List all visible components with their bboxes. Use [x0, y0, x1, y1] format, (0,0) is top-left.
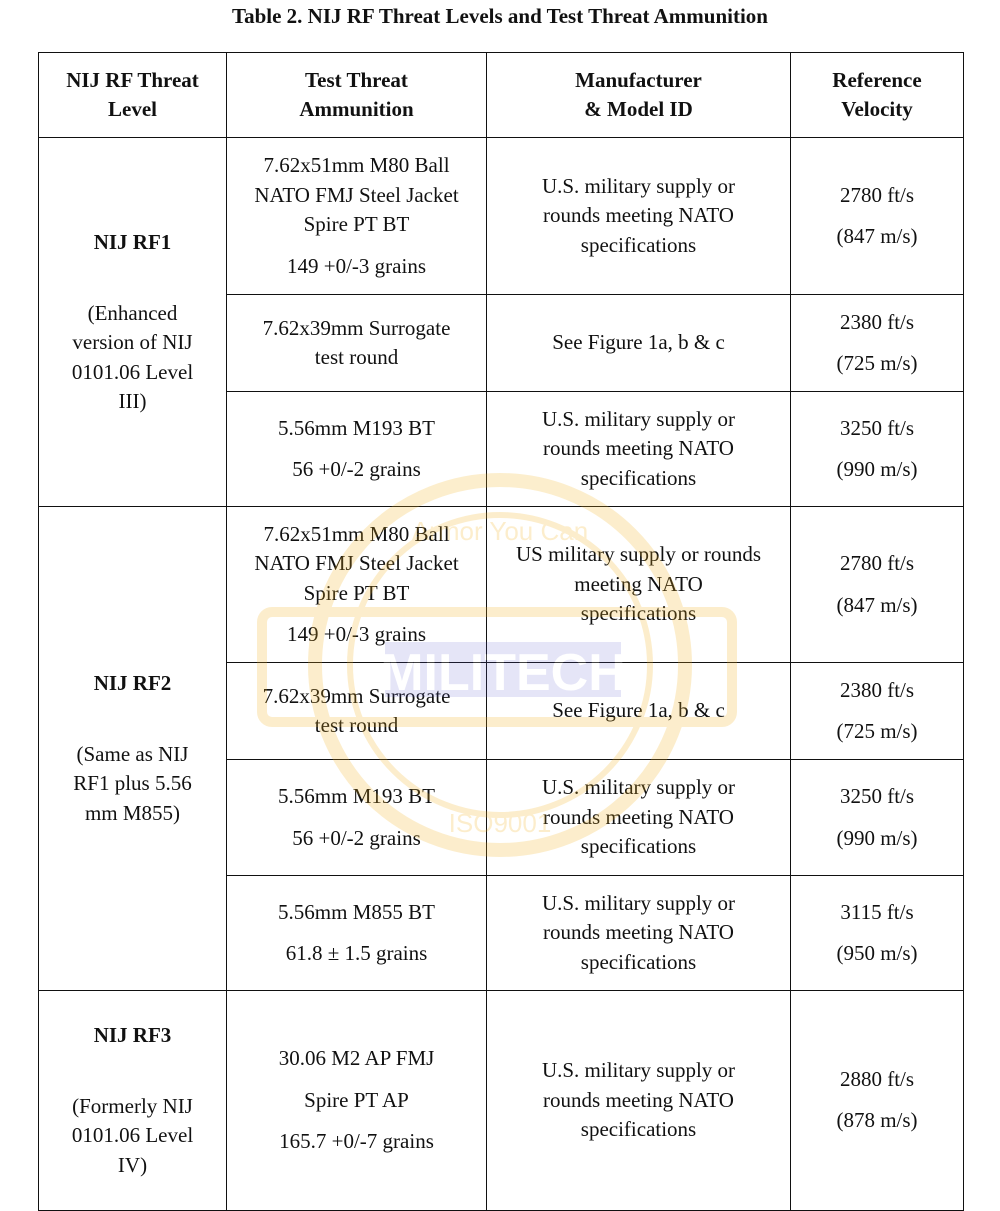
- velocity-ms: (725 m/s): [836, 719, 918, 743]
- ammo-text: 5.56mm M855 BT: [278, 899, 435, 924]
- velocity-ms: (847 m/s): [836, 224, 918, 248]
- ammo-text: 7.62x51mm M80 Ball NATO FMJ Steel Jacket Spire PT BT: [254, 521, 459, 605]
- mfr-cell: US military supply or rounds meeting NATO specifications: [487, 507, 791, 663]
- velocity-fts: 3250 ft/s: [839, 784, 915, 808]
- table-row: [39, 507, 964, 663]
- velocity-fts: 3250 ft/s: [839, 415, 915, 440]
- velocity-cell: [791, 663, 964, 760]
- table-row: [39, 991, 964, 1211]
- level-note: (Enhanced version of NIJ 0101.06 Level III): [71, 300, 194, 413]
- mfr-cell: U.S. military supply or rounds meeting NATO specifications: [487, 991, 791, 1211]
- mfr-cell: See Figure 1a, b & c: [487, 295, 791, 392]
- ammo-cell: [227, 392, 487, 507]
- velocity-cell: [791, 507, 964, 663]
- velocity-ms: (990 m/s): [836, 457, 918, 481]
- velocity-fts: 2880 ft/s: [839, 1066, 915, 1091]
- mfr-cell: U.S. military supply or rounds meeting NATO specifications: [487, 138, 791, 295]
- level-cell: [39, 138, 227, 507]
- level-name: NIJ RF3: [93, 1022, 172, 1047]
- velocity-ms: (847 m/s): [836, 592, 918, 617]
- velocity-fts: 3115 ft/s: [840, 899, 914, 924]
- ammo-cell: 7.62x39mm Surrogate test round: [227, 295, 487, 392]
- velocity-cell: [791, 392, 964, 507]
- velocity-cell: [791, 295, 964, 392]
- mfr-cell: U.S. military supply or rounds meeting NATO specifications: [487, 760, 791, 876]
- table-row: [39, 138, 964, 295]
- velocity-fts: 2380 ft/s: [839, 677, 915, 702]
- mfr-cell: See Figure 1a, b & c: [487, 663, 791, 760]
- ammo-grains: 149 +0/-3 grains: [287, 253, 426, 278]
- header-row: [39, 53, 964, 138]
- level-note: (Formerly NIJ 0101.06 Level IV): [71, 1093, 194, 1177]
- ammo-grains: 149 +0/-3 grains: [287, 622, 426, 646]
- level-cell: [39, 507, 227, 991]
- ammo-cell: [227, 507, 487, 663]
- velocity-ms: (725 m/s): [836, 351, 918, 375]
- ammo-text: Spire PT AP: [304, 1087, 409, 1112]
- ammo-cell: 7.62x39mm Surrogate test round: [227, 663, 487, 760]
- level-name: NIJ RF2: [93, 670, 172, 695]
- velocity-fts: 2780 ft/s: [839, 182, 915, 207]
- ammo-grains: 165.7 +0/-7 grains: [279, 1129, 434, 1153]
- ammo-grains: 56 +0/-2 grains: [292, 825, 421, 850]
- ammo-cell: [227, 138, 487, 295]
- velocity-cell: [791, 760, 964, 876]
- level-name: NIJ RF1: [93, 229, 172, 254]
- velocity-fts: 2380 ft/s: [839, 309, 915, 334]
- header-velocity: Reference Velocity: [791, 53, 964, 138]
- level-cell: [39, 991, 227, 1211]
- level-note: (Same as NIJ RF1 plus 5.56 mm M855): [73, 741, 192, 825]
- velocity-ms: (950 m/s): [836, 941, 918, 965]
- svg-text:ISO9001: ISO9001: [448, 808, 552, 838]
- velocity-cell: [791, 138, 964, 295]
- header-ammunition: Test Threat Ammunition: [227, 53, 487, 138]
- velocity-ms: (990 m/s): [836, 825, 918, 850]
- ammo-cell: [227, 876, 487, 991]
- table-title: Table 2. NIJ RF Threat Levels and Test Threat Ammunition: [232, 4, 768, 28]
- svg-text:Armor You Can: Armor You Can: [411, 516, 589, 546]
- ammo-cell: [227, 991, 487, 1211]
- mfr-cell: U.S. military supply or rounds meeting NATO specifications: [487, 876, 791, 991]
- threat-levels-table: [38, 52, 964, 1211]
- ammo-text: 5.56mm M193 BT: [278, 415, 435, 440]
- ammo-text: 7.62x51mm M80 Ball NATO FMJ Steel Jacket Spire PT BT: [254, 153, 459, 236]
- header-threat-level: NIJ RF Threat Level: [39, 53, 227, 138]
- velocity-cell: [791, 876, 964, 991]
- mfr-cell: U.S. military supply or rounds meeting NATO specifications: [487, 392, 791, 507]
- ammo-text: 30.06 M2 AP FMJ: [278, 1046, 435, 1070]
- header-manufacturer: Manufacturer & Model ID: [487, 53, 791, 138]
- velocity-ms: (878 m/s): [836, 1108, 918, 1133]
- ammo-grains: 56 +0/-2 grains: [292, 457, 421, 481]
- velocity-fts: 2780 ft/s: [839, 551, 915, 575]
- ammo-grains: 61.8 ± 1.5 grains: [285, 941, 428, 965]
- svg-text:MILITECH: MILITECH: [380, 644, 626, 702]
- velocity-cell: [791, 991, 964, 1211]
- ammo-cell: [227, 760, 487, 876]
- ammo-text: 5.56mm M193 BT: [278, 784, 435, 808]
